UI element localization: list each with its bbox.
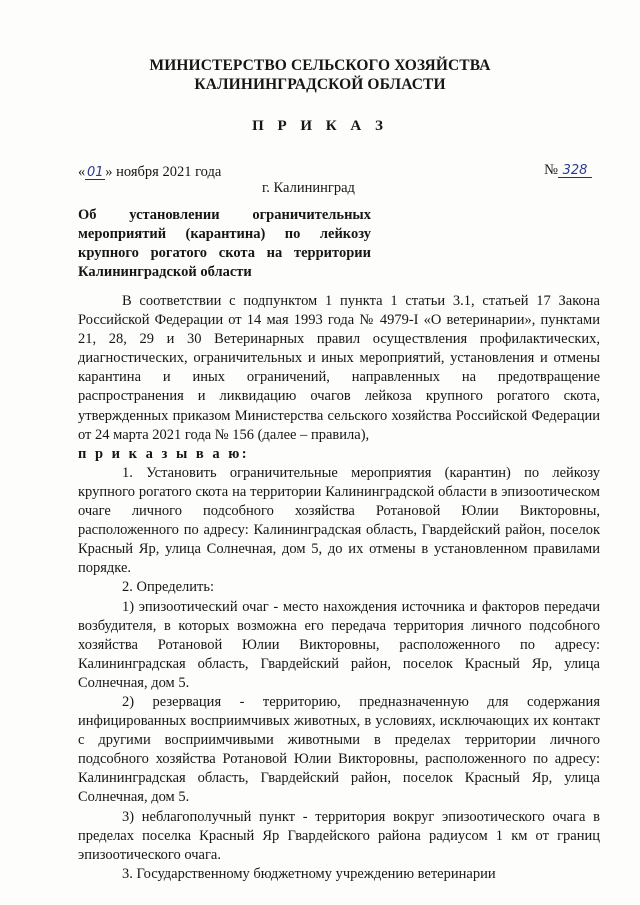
preamble-paragraph: В соответствии с подпунктом 1 пункта 1 статьи 3.1, статьей 17 Закона Российской Федерации от 14 мая 1993 года № 4979-I «О ветеринарии», пунктами 21, 28, 29 и 30 Ветеринарных правил осуществления профилактических, диагностических, ограничительных и иных мероприятий, установления и отмены карантина и иных ограничений, направленных на предотвращение распространения и ликвидацию очагов лейкоза крупного рогатого скота, утвержденных приказом Министерства сельского хозяйства Российской Федерации от 24 марта 2021 года № 156 (далее – правила),	[78, 293, 600, 443]
item-1-paragraph: 1. Установить ограничительные мероприятия (карантин) по лейкозу крупного рогатого скота на территории Калининградской области в эпизоотическом очаге личного подсобного хозяйства Ротановой Юлии Викторовны, расположенного по адресу: Калининградская область, Гвардейский район, поселок Красный Яр, улица Солнечная, дом 5, до их отмены в установленном правилами порядке.	[78, 464, 600, 577]
order-title: П Р И К А З	[252, 118, 388, 134]
ministry-heading	[0, 56, 640, 94]
order-word: п р и к а з ы в а ю:	[78, 445, 250, 462]
item-2-1-paragraph: 1) эпизоотический очаг - место нахождения источника и факторов передачи возбудителя, в которых возможна его передача территория личного подсобного хозяйства Ротановой Юлии Викторовны, расположенного по адресу: Калининградская область, Гвардейский район, поселок Красный Яр, улица Солнечная, дом 5.	[78, 598, 600, 691]
city: г. Калининград	[262, 180, 355, 196]
order-number	[544, 162, 592, 179]
order-subject: Об установлении ограничительных мероприятий (карантина) по лейкозу крупного рогатого скота на территории Калининградской области	[78, 207, 371, 280]
date-rest: » ноября 2021 года	[105, 164, 222, 180]
item-2-paragraph: 2. Определить:	[122, 579, 215, 596]
number-handwritten: 328	[558, 164, 592, 178]
order-body	[78, 292, 600, 884]
item-3-paragraph: 3. Государственному бюджетному учреждению ветеринарии	[122, 865, 496, 882]
order-date	[78, 164, 221, 181]
item-2-3-paragraph: 3) неблагополучный пункт - территория вокруг эпизоотического очага в пределах поселка Красный Яр Гвардейского района радиусом 1 км от границ эпизоотического очага.	[78, 808, 600, 863]
ministry-line-2: КАЛИНИНГРАДСКОЙ ОБЛАСТИ	[194, 76, 446, 93]
date-open-quote: «	[78, 164, 86, 180]
date-day-handwritten: 01	[86, 165, 104, 180]
item-2-2-paragraph: 2) резервация - территорию, предназначенную для содержания инфицированных восприимчивых животных, в условиях, исключающих их контакт с другими восприимчивыми животными в пределах территории личного подсобного хозяйства Ротановой Юлии Викторовны, расположенного по адресу: Калининградская область, Гвардейский район, поселок Красный Яр, улица Солнечная, дом 5.	[78, 693, 600, 806]
number-prefix: №	[544, 162, 558, 178]
ministry-line-1: МИНИСТЕРСТВО СЕЛЬСКОГО ХОЗЯЙСТВА	[149, 57, 491, 74]
